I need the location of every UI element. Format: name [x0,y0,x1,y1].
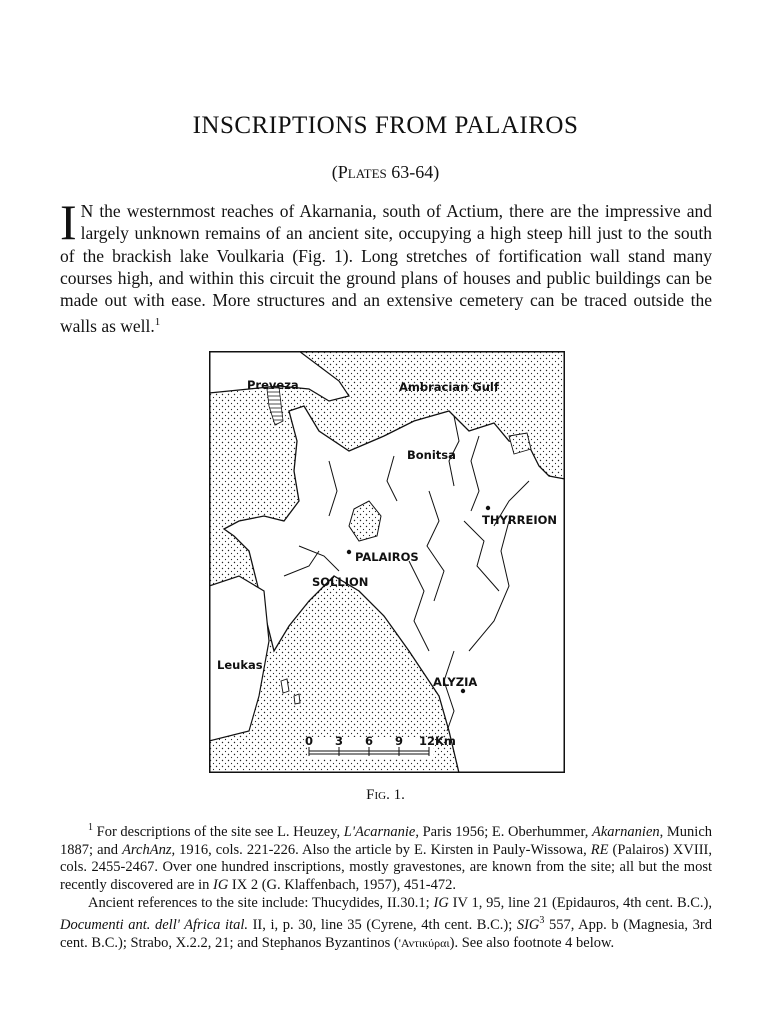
fn-title: RE [590,841,609,858]
scale-tick-0: 0 [305,734,314,748]
fn-text: II, i, p. 30, line 35 (Cyrene, 4th cent. B.C.); [247,917,517,934]
fn-title: L'Acarnanie [343,823,416,840]
palairos-dot [347,550,351,554]
fn-text: IX 2 (G. Klaffenbach, 1957), 451-472. [228,876,456,893]
label-thyrreion: THYRREION [482,513,558,527]
footnote-1-continued [60,895,712,953]
fn-title: Documenti ant. dell' Africa ital. [60,917,248,934]
label-bonitsa: Bonitsa [407,448,456,462]
thyrreion-dot [486,506,490,510]
fn-greek: 'Αντικύραι [398,935,450,950]
figure-caption: Fig. 1. [366,787,405,803]
fn-text: (Palairos) XVIII, cols. 2455-2467. Over one hundred inscriptions, mostly gravestones, are known from the site; all but the most recently discovered are in [60,841,712,893]
plates-reference: (Plates 63-64) [331,162,440,182]
label-sollion: SOLLION [312,575,369,589]
footnote-ref[interactable]: 1 [154,316,161,329]
fn-title: IG [433,894,449,911]
fn-title: ArchAnz, [122,841,176,858]
fn-text: IV 1, 95, line 21 (Epidauros, 4th cent. B.C.), [448,894,712,911]
alyzia-dot [461,689,465,693]
islet [281,679,289,693]
map-svg [209,351,565,773]
label-leukas: Leukas [217,658,263,672]
footnote-1 [60,819,712,895]
map-figure [209,351,565,773]
fn-text: For descriptions of the site see L. Heuzey, [96,823,344,840]
fn-superscript: 3 [539,915,545,927]
islet [294,694,300,704]
fn-text: 557, App. b (Magnesia, 3rd cent. B.C.); Strabo, X.2.2, 21; and Stephanos Byzantinos ( [60,917,712,951]
label-preveza: Preveza [247,378,299,392]
intro-text: N the westernmost reaches of Akarnania, south of Actium, there are the impressive and largely unknown remains of an ancient site, occupying a high steep hill just to the south of the brackish lake Voulkaria (Fig. 1). Long stretches of fortification wall stand many courses high, and within this circuit the ground plans of houses and public buildings can be made out with ease. More structures and an extensive cemetery can be traced outside the walls as well. [60,201,712,337]
fn-text: ). See also footnote 4 below. [449,934,615,951]
fn-text: Ancient references to the site include: Thucydides, II.30.1; [88,894,434,911]
page-title: INSCRIPTIONS FROM PALAIROS [192,112,579,139]
drop-cap: I [60,194,77,250]
label-palairos: PALAIROS [355,550,419,564]
label-alyzia: ALYZIA [433,675,478,689]
footnotes [60,819,712,953]
scale-tick-9: 9 [395,734,404,748]
scale-tick-6: 6 [365,734,374,748]
scale-unit: Km [435,734,456,748]
fn-text: , Munich 1887; and [60,823,713,858]
intro-paragraph [60,194,712,338]
fn-text: , Paris 1956; E. Oberhummer, [415,823,592,840]
fn-title: SIG [516,917,540,934]
fn-text: 1916, cols. 221-226. Also the article by E. Kirsten in Pauly-Wissowa, [175,841,591,858]
scale-tick-12: 12 [419,734,436,748]
footnote-mark: 1 [88,822,93,833]
scale-tick-3: 3 [335,734,344,748]
fn-title: Akarnanien [592,823,660,840]
fn-title: IG [212,876,229,893]
label-ambracian-gulf: Ambracian Gulf [399,380,499,394]
